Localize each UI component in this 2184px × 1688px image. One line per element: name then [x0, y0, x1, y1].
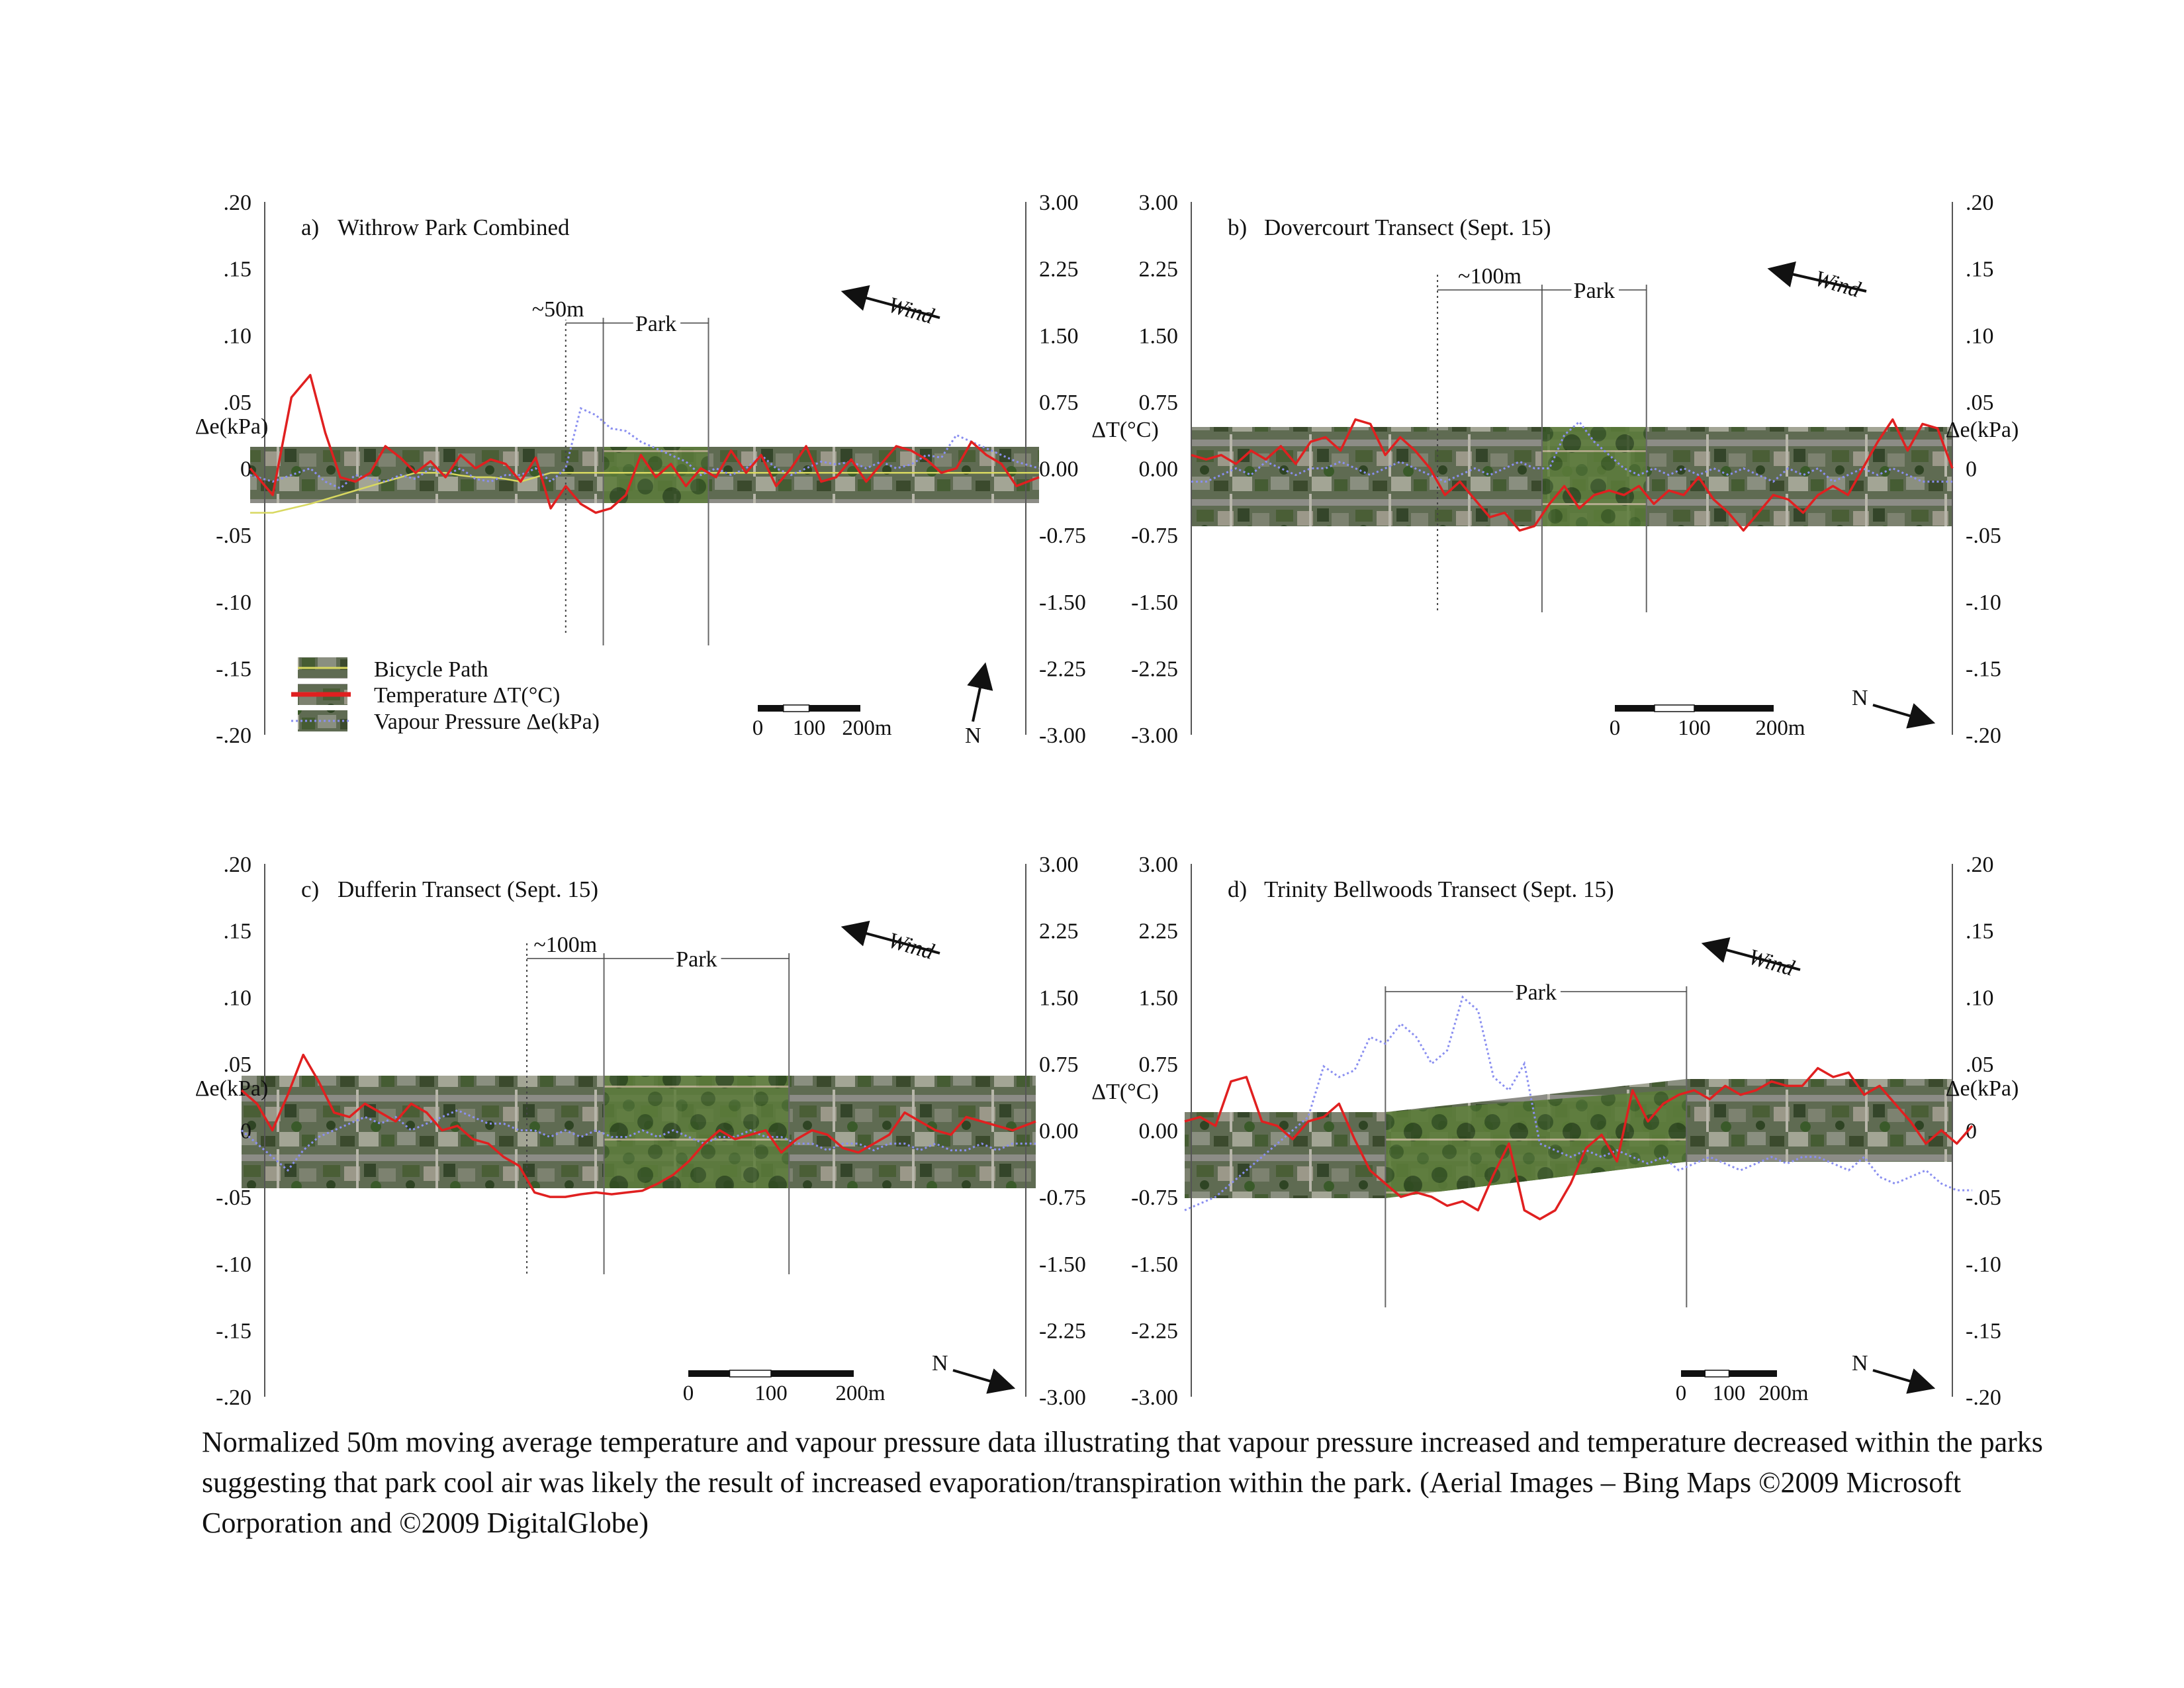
temp-tick-label: 0.00 [1138, 457, 1178, 482]
vp-axis-label: Δe(kPa) [195, 414, 269, 439]
park-label: Park [635, 312, 677, 336]
vp-tick-label: .15 [1966, 257, 1994, 282]
vp-tick-label: .05 [1966, 1052, 1994, 1077]
vp-tick-label: -.15 [216, 657, 251, 682]
temp-axis-label: ΔT(°C) [1091, 418, 1159, 442]
wind-label: Wind [885, 928, 937, 964]
temp-tick-label: 0.75 [1039, 390, 1079, 415]
vp-tick-label: .20 [1966, 853, 1994, 877]
temp-tick-label: -2.25 [1039, 1319, 1086, 1344]
north-label: N [1852, 686, 1868, 710]
temp-tick-label: 2.25 [1039, 257, 1079, 282]
temp-tick-label: 3.00 [1039, 191, 1079, 215]
temp-tick-label: 0.75 [1138, 390, 1178, 415]
scale-bar-seg [771, 1370, 854, 1377]
scale-bar-seg [1655, 705, 1694, 712]
scale-label: 200m [1758, 1382, 1809, 1405]
legend [291, 657, 600, 734]
temp-tick-label: 1.50 [1039, 986, 1079, 1011]
scale-bar-seg [688, 1370, 730, 1377]
panel-b [1091, 191, 2019, 748]
distance-label: ~100m [1458, 264, 1522, 289]
temp-tick-label: -1.50 [1039, 1252, 1086, 1277]
vp-tick-label: .15 [223, 919, 251, 944]
temp-tick-label: -3.00 [1039, 724, 1086, 748]
panel-title: Withrow Park Combined [338, 214, 570, 240]
wind-label: Wind [885, 293, 937, 329]
legend-label-temperature: Temperature ΔT(°C) [374, 683, 561, 708]
vp-axis-label: Δe(kPa) [195, 1076, 269, 1101]
vp-tick-label: .20 [223, 853, 251, 877]
vp-tick-label: -.10 [216, 590, 251, 615]
vp-tick-label: 0 [1966, 457, 1977, 482]
temp-tick-label: -0.75 [1039, 524, 1086, 549]
scale-label: 200m [842, 716, 892, 740]
north-arrow [1873, 705, 1923, 720]
vp-tick-label: -.10 [1966, 1252, 2001, 1277]
temp-tick-label: -3.00 [1131, 724, 1178, 748]
vp-tick-label: 0 [240, 1119, 251, 1144]
scale-label: 100 [1712, 1382, 1746, 1405]
vp-tick-label: .20 [223, 191, 251, 215]
park-area [1385, 1089, 1686, 1198]
temp-tick-label: 1.50 [1138, 986, 1178, 1011]
legend-label-vapour: Vapour Pressure Δe(kPa) [374, 710, 600, 734]
vp-tick-label: -.05 [1966, 524, 2001, 549]
vp-tick-label: .10 [1966, 324, 1994, 349]
temp-tick-label: -3.00 [1039, 1385, 1086, 1410]
vp-tick-label: -.20 [216, 724, 251, 748]
scale-bar-seg [809, 705, 861, 712]
vp-tick-label: -.10 [216, 1252, 251, 1277]
vp-tick-label: .10 [1966, 986, 1994, 1011]
temp-tick-label: -2.25 [1039, 657, 1086, 682]
temp-tick-label: -2.25 [1131, 657, 1178, 682]
temp-axis-label: ΔT(°C) [1091, 1080, 1159, 1104]
scale-bar-seg [730, 1370, 772, 1377]
vp-tick-label: 0 [240, 457, 251, 482]
scale-label: 200m [835, 1382, 886, 1405]
temp-tick-label: 0.75 [1039, 1052, 1079, 1077]
scale-label: 0 [682, 1382, 694, 1405]
temp-tick-label: 0.00 [1039, 1119, 1079, 1144]
temp-tick-label: 2.25 [1138, 257, 1178, 282]
scale-bar-seg [1729, 1370, 1778, 1377]
north-arrow [1873, 1370, 1923, 1385]
north-arrow [953, 1370, 1003, 1385]
vp-tick-label: .10 [223, 324, 251, 349]
north-label: N [965, 724, 981, 748]
scale-label: 100 [792, 716, 826, 740]
park-label: Park [1573, 279, 1615, 303]
vp-tick-label: -.15 [1966, 1319, 2001, 1344]
legend-label-bicycle-path: Bicycle Path [374, 657, 488, 682]
temp-tick-label: 3.00 [1138, 191, 1178, 215]
figure-caption: Normalized 50m moving average temperature and vapour pressure data illustrating that vapour pressure increased and temperature decreased within the parks suggesting that park cool air was likely the result of increased evaporation/transpiration within the park. (Aerial Images – Bing Maps ©2009 Microsoft Corporation and ©2009 DigitalGlobe) [202, 1426, 2043, 1539]
vp-tick-label: -.15 [1966, 657, 2001, 682]
scale-label: 100 [754, 1382, 788, 1405]
north-label: N [1852, 1351, 1868, 1376]
scale-bar-seg [1615, 705, 1655, 712]
temp-tick-label: 2.25 [1138, 919, 1178, 944]
vp-tick-label: .10 [223, 986, 251, 1011]
temp-tick-label: -0.75 [1131, 524, 1178, 549]
scale-bar-seg [1681, 1370, 1705, 1377]
temp-tick-label: 1.50 [1039, 324, 1079, 349]
north-label: N [932, 1351, 948, 1376]
temp-tick-label: 3.00 [1039, 853, 1079, 877]
wind-label: Wind [1811, 266, 1864, 303]
temp-tick-label: -3.00 [1131, 1385, 1178, 1410]
temp-tick-label: -0.75 [1039, 1186, 1086, 1211]
panel-letter: d) [1228, 876, 1248, 902]
scale-bar-seg [758, 705, 784, 712]
vp-tick-label: .15 [1966, 919, 1994, 944]
vp-axis-label: Δe(kPa) [1945, 418, 2019, 442]
temp-tick-label: 1.50 [1138, 324, 1178, 349]
panel-title: Dovercourt Transect (Sept. 15) [1264, 214, 1551, 240]
distance-label: ~50m [531, 297, 584, 322]
north-arrow [973, 675, 983, 722]
scale-label: 100 [1678, 716, 1711, 740]
temp-tick-label: -0.75 [1131, 1186, 1178, 1211]
temp-tick-label: 0.00 [1138, 1119, 1178, 1144]
park-area [604, 447, 709, 503]
vp-tick-label: -.05 [216, 524, 251, 549]
vp-tick-label: -.05 [216, 1186, 251, 1211]
distance-label: ~100m [533, 933, 598, 957]
vp-tick-label: -.20 [1966, 724, 2001, 748]
panel-letter: c) [301, 876, 320, 902]
vp-tick-label: -.05 [1966, 1186, 2001, 1211]
panel-title: Trinity Bellwoods Transect (Sept. 15) [1264, 876, 1614, 902]
vp-tick-label: .05 [1966, 390, 1994, 415]
vp-tick-label: .05 [223, 390, 251, 415]
scale-label: 0 [752, 716, 764, 740]
vp-tick-label: .05 [223, 1052, 251, 1077]
vp-tick-label: .15 [223, 257, 251, 282]
temp-tick-label: -1.50 [1039, 590, 1086, 615]
temp-tick-label: -2.25 [1131, 1319, 1178, 1344]
panel-letter: a) [301, 214, 320, 240]
vp-tick-label: -.10 [1966, 590, 2001, 615]
temp-tick-label: 0.75 [1138, 1052, 1178, 1077]
vp-tick-label: -.20 [216, 1385, 251, 1410]
temp-tick-label: 0.00 [1039, 457, 1079, 482]
scale-label: 200m [1755, 716, 1805, 740]
panel-c [195, 853, 1086, 1410]
scale-bar-seg [784, 705, 809, 712]
panel-title: Dufferin Transect (Sept. 15) [338, 876, 599, 902]
wind-label: Wind [1745, 945, 1797, 981]
scale-bar-seg [1694, 705, 1774, 712]
panel-letter: b) [1228, 214, 1248, 240]
vp-tick-label: -.20 [1966, 1385, 2001, 1410]
park-label: Park [1515, 980, 1557, 1005]
scale-bar-seg [1705, 1370, 1729, 1377]
vp-axis-label: Δe(kPa) [1945, 1076, 2019, 1101]
panel-d [1091, 853, 2019, 1410]
vp-tick-label: .20 [1966, 191, 1994, 215]
temp-tick-label: -1.50 [1131, 590, 1178, 615]
scale-label: 0 [1675, 1382, 1687, 1405]
scale-label: 0 [1609, 716, 1621, 740]
temp-tick-label: 3.00 [1138, 853, 1178, 877]
vp-tick-label: -.15 [216, 1319, 251, 1344]
vp-tick-label: 0 [1966, 1119, 1977, 1144]
park-label: Park [676, 947, 717, 972]
temp-tick-label: -1.50 [1131, 1252, 1178, 1277]
temp-tick-label: 2.25 [1039, 919, 1079, 944]
